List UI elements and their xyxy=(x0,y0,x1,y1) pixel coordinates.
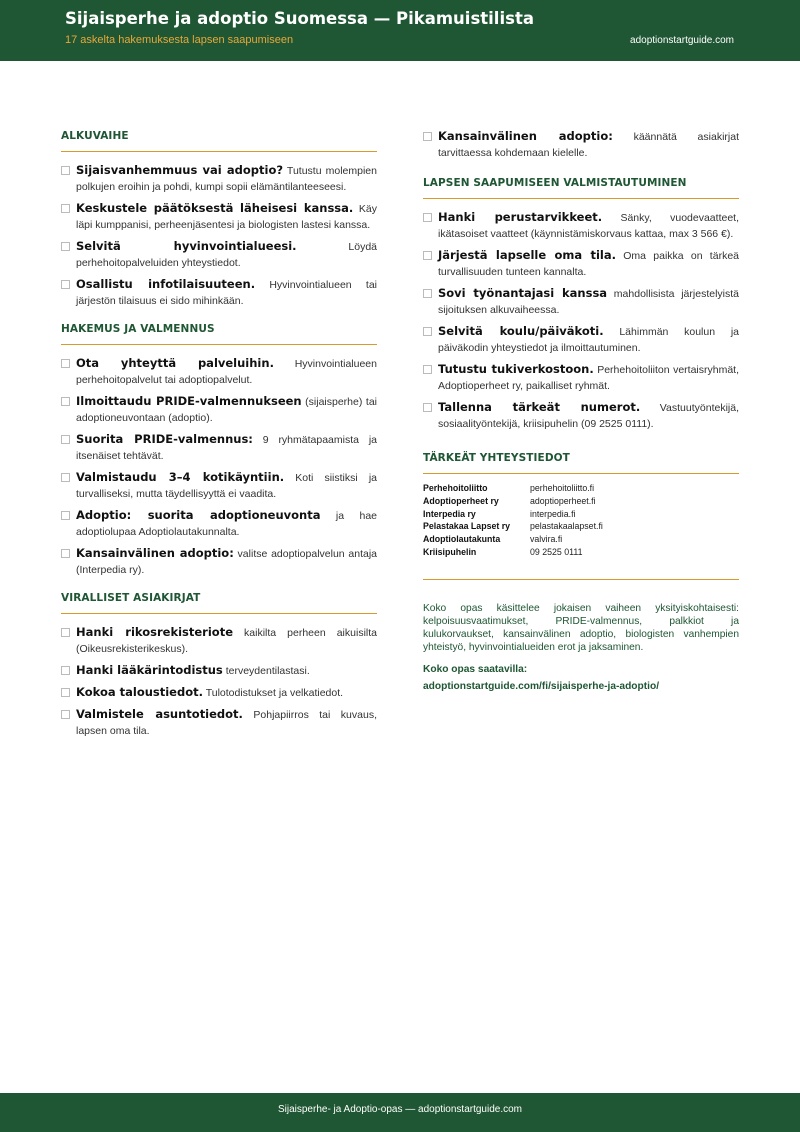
section-divider xyxy=(61,344,377,345)
checklist-item[interactable]: Tallenna tärkeät numerot. Vastuutyöntekijä, sosiaalityöntekijä, kriisipuhelin (09 2525 0111). xyxy=(423,399,739,432)
checklist-item[interactable]: Ilmoittaudu PRIDE-valmennukseen (sijaisperhe) tai adoptioneuvontaan (adoptio). xyxy=(61,393,377,426)
checkbox-icon[interactable] xyxy=(61,549,70,558)
checklist-item[interactable]: Selvitä koulu/päiväkoti. Lähimmän koulun ja päiväkodin yhteystiedot ja ilmoittautuminen. xyxy=(423,323,739,356)
checklist-item[interactable]: Tutustu tukiverkostoon. Perhehoitoliiton vertaisryhmät, Adoptioperheet ry, paikalliset ryhmät. xyxy=(423,361,739,394)
checkbox-icon[interactable] xyxy=(423,289,432,298)
checkbox-icon[interactable] xyxy=(423,213,432,222)
guide-note: Koko opas käsittelee jokaisen vaiheen yksityiskohtaisesti: kelpoisuusvaatimukset, PRIDE-valmennus, palkkiot ja kulukorvaukset, kansainvälinen adoptio, biologisten vanhempien yhteistyö, hyvinvointialueiden erot ja jaksaminen. xyxy=(423,602,739,654)
contact-row: Adoptioperheet ry adoptioperheet.fi xyxy=(423,495,596,506)
checkbox-icon[interactable] xyxy=(61,280,70,289)
contact-row: Interpedia ry interpedia.fi xyxy=(423,508,576,519)
checklist-item[interactable]: Suorita PRIDE-valmennus: 9 ryhmätapaamista ja itsenäiset tehtävät. xyxy=(61,431,377,464)
footer-text: Sijaisperhe- ja Adoptio-opas — adoptionstartguide.com xyxy=(277,1104,523,1115)
checklist-item[interactable]: Kansainvälinen adoptio: käännätä asiakirjat tarvittaessa kohdemaan kielelle. xyxy=(423,128,739,161)
contacts-table xyxy=(423,482,739,559)
section-divider xyxy=(423,198,739,199)
guide-url-link[interactable]: adoptionstartguide.com/fi/sijaisperhe-ja-adoptio/ xyxy=(423,680,660,692)
checklist-item[interactable]: Hanki rikosrekisteriote kaikilta perheen aikuisilta (Oikeusrekisterikeskus). xyxy=(61,624,377,657)
checkbox-icon[interactable] xyxy=(61,242,70,251)
contact-row: Kriisipuhelin 09 2525 0111 xyxy=(423,546,583,557)
section-continued xyxy=(423,128,739,161)
contact-row: Adoptiolautakunta valvira.fi xyxy=(423,534,563,545)
guide-available-label: Koko opas saatavilla: xyxy=(423,663,528,675)
checkbox-icon[interactable] xyxy=(423,365,432,374)
section-hakemus-ja-valmennus xyxy=(61,321,377,578)
left-column xyxy=(61,128,377,751)
checkbox-icon[interactable] xyxy=(61,359,70,368)
page-title: Sijaisperhe ja adoptio Suomessa — Pikamuistilista xyxy=(65,9,534,28)
section-divider xyxy=(423,473,739,474)
contact-row: Perhehoitoliitto perhehoitoliitto.fi xyxy=(423,483,595,493)
section-contacts xyxy=(423,450,739,580)
checklist-item[interactable]: Valmistele asuntotiedot. Pohjapiirros tai kuvaus, lapsen oma tila. xyxy=(61,706,377,739)
section-divider xyxy=(61,151,377,152)
checklist-item[interactable]: Valmistaudu 3–4 kotikäyntiin. Koti siistiksi ja turvalliseksi, mutta täydellisyyttä ei vaadita. xyxy=(61,469,377,502)
checklist-item[interactable]: Hanki perustarvikkeet. Sänky, vuodevaatteet, ikätasoiset vaatteet (käynnistämiskorvaus kattaa, max 3 566 €). xyxy=(423,209,739,242)
checkbox-icon[interactable] xyxy=(423,251,432,260)
checkbox-icon[interactable] xyxy=(423,327,432,336)
checkbox-icon[interactable] xyxy=(61,166,70,175)
checkbox-icon[interactable] xyxy=(61,511,70,520)
site-link[interactable]: adoptionstartguide.com xyxy=(630,35,734,46)
checkbox-icon[interactable] xyxy=(61,473,70,482)
section-alkuvaihe xyxy=(61,128,377,309)
section-viralliset-asiakirjat xyxy=(61,590,377,739)
checklist-item[interactable]: Ota yhteyttä palveluihin. Hyvinvointialueen perhehoitopalvelut tai adoptiopalvelut. xyxy=(61,355,377,388)
checklist-item[interactable]: Järjestä lapselle oma tila. Oma paikka on tärkeä turvallisuuden tunteen kannalta. xyxy=(423,247,739,280)
checkbox-icon[interactable] xyxy=(61,397,70,406)
checklist-item[interactable]: Kansainvälinen adoptio: valitse adoptiopalvelun antaja (Interpedia ry). xyxy=(61,545,377,578)
page-footer xyxy=(0,1093,800,1132)
checkbox-icon[interactable] xyxy=(61,666,70,675)
section-lapsen-saapuminen xyxy=(423,175,739,432)
section-title: TÄRKEÄT YHTEYSTIEDOT xyxy=(423,452,570,464)
checklist-item[interactable]: Osallistu infotilaisuuteen. Hyvinvointialueen tai järjestön tilaisuus ei sido mihinkään. xyxy=(61,276,377,309)
section-title: ALKUVAIHE xyxy=(61,130,129,142)
checklist-item[interactable]: Kokoa taloustiedot. Tulotodistukset ja velkatiedot. xyxy=(61,684,377,701)
checkbox-icon[interactable] xyxy=(61,628,70,637)
right-column xyxy=(423,128,739,695)
checkbox-icon[interactable] xyxy=(423,403,432,412)
checkbox-icon[interactable] xyxy=(423,132,432,141)
checklist-item[interactable]: Adoptio: suorita adoptioneuvonta ja hae adoptiolupaa Adoptiolautakunnalta. xyxy=(61,507,377,540)
checklist-item[interactable]: Hanki lääkärintodistus terveydentilastasi. xyxy=(61,662,377,679)
page-subtitle: 17 askelta hakemuksesta lapsen saapumiseen xyxy=(65,34,294,46)
checkbox-icon[interactable] xyxy=(61,435,70,444)
checkbox-icon[interactable] xyxy=(61,204,70,213)
checklist-item[interactable]: Keskustele päätöksestä läheisesi kanssa. Käy läpi kumppanisi, perheenjäsentesi ja biologisten lastesi kanssa. xyxy=(61,200,377,233)
section-title: HAKEMUS JA VALMENNUS xyxy=(61,323,215,335)
contact-row: Pelastakaa Lapset ry pelastakaalapset.fi xyxy=(423,521,603,532)
checklist-item[interactable]: Sovi työnantajasi kanssa mahdollisista järjestelyistä sijoituksen alkuvaiheessa. xyxy=(423,285,739,318)
section-title: VIRALLISET ASIAKIRJAT xyxy=(61,592,201,604)
contacts-divider xyxy=(423,579,739,580)
checklist-item[interactable]: Selvitä hyvinvointialueesi. Löydä perhehoitopalveluiden yhteystiedot. xyxy=(61,238,377,271)
checkbox-icon[interactable] xyxy=(61,710,70,719)
checklist-item[interactable]: Sijaisvanhemmuus vai adoptio? Tutustu molempien polkujen eroihin ja pohdi, kumpi sopii elämäntilanteeseesi. xyxy=(61,162,377,195)
checkbox-icon[interactable] xyxy=(61,688,70,697)
section-divider xyxy=(61,613,377,614)
page-header xyxy=(0,0,800,61)
section-title: LAPSEN SAAPUMISEEN VALMISTAUTUMINEN xyxy=(423,177,687,189)
